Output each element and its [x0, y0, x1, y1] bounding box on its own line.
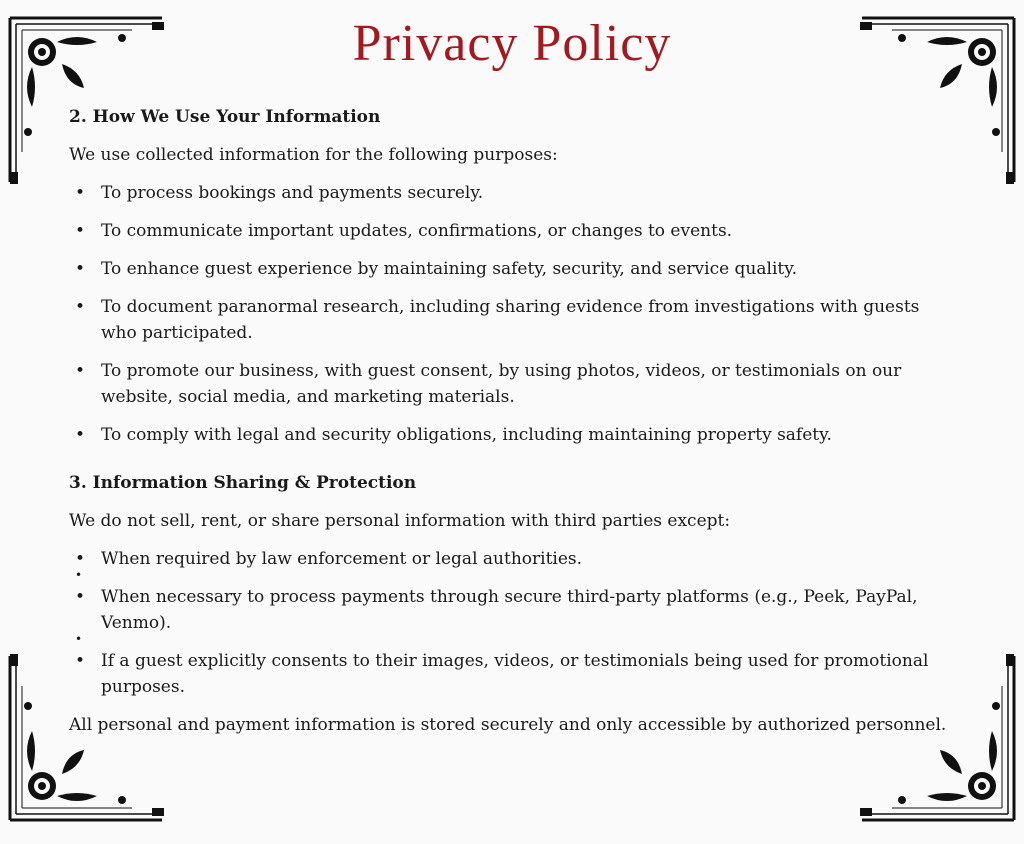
bullet-dot-icon: • [75, 259, 86, 279]
list-item: • To promote our business, with guest consent, by using photos, videos, or testimonials on our website, social media, and marketing materials. [101, 358, 954, 410]
list-item: • To process bookings and payments securely. [101, 180, 954, 206]
section-intro: We use collected information for the following purposes: [69, 145, 558, 165]
list-item: • To enhance guest experience by maintaining safety, security, and service quality. [101, 256, 954, 282]
bullet-dot-icon: • [75, 425, 86, 445]
list-item: • • When necessary to process payments through secure third-party platforms (e.g., Peek, PayPal, Venmo). [101, 584, 954, 636]
section-heading: 2. How We Use Your Information [69, 107, 381, 127]
bullet-dot-icon: • [75, 361, 86, 381]
policy-content [69, 104, 954, 750]
bullet-dot-icon: • [75, 587, 86, 607]
stray-dot-icon: • [75, 632, 83, 646]
sharing-list [69, 546, 954, 700]
list-item: • • If a guest explicitly consents to their images, videos, or testimonials being used for promotional purposes. [101, 648, 954, 700]
list-item: • To document paranormal research, including sharing evidence from investigations with guests who participated. [101, 294, 954, 346]
list-item: • To communicate important updates, confirmations, or changes to events. [101, 218, 954, 244]
bullet-dot-icon: • [75, 183, 86, 203]
list-item: • To comply with legal and security obligations, including maintaining property safety. [101, 422, 954, 448]
bullet-dot-icon: • [75, 297, 86, 317]
section-intro: We do not sell, rent, or share personal information with third parties except: [69, 511, 731, 531]
bullet-dot-icon: • [75, 651, 86, 671]
purpose-list [69, 180, 954, 448]
closing-statement: All personal and payment information is stored securely and only accessible by authorized personnel. [69, 715, 947, 735]
bullet-dot-icon: • [75, 221, 86, 241]
list-item: • When required by law enforcement or legal authorities. [101, 546, 954, 572]
bullet-dot-icon: • [75, 549, 86, 569]
section-heading: 3. Information Sharing & Protection [69, 473, 417, 493]
page-title: Privacy Policy [352, 15, 672, 72]
stray-dot-icon: • [75, 568, 83, 582]
